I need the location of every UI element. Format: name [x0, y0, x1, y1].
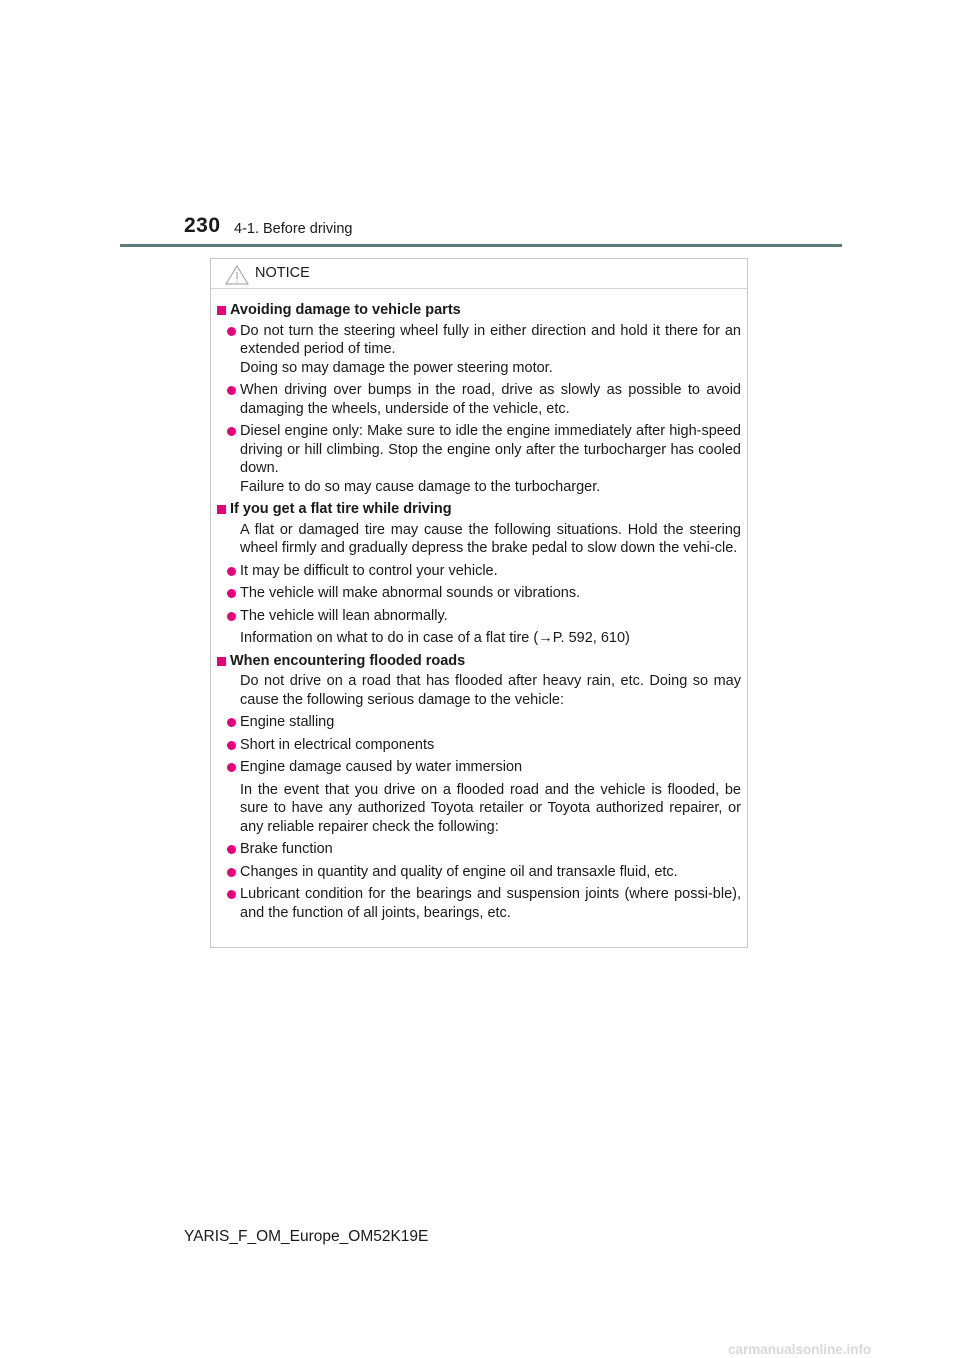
- heading-text: Avoiding damage to vehicle parts: [230, 302, 461, 318]
- circle-bullet-icon: [227, 327, 236, 336]
- bullet-item: [217, 885, 741, 922]
- circle-bullet-icon: [227, 890, 236, 899]
- section-title: 4-1. Before driving: [234, 221, 353, 237]
- bullet-text: Short in electrical components: [240, 736, 435, 753]
- square-bullet-icon: [217, 657, 226, 666]
- bullet-item: [217, 381, 741, 418]
- circle-bullet-icon: [227, 567, 236, 576]
- bullet-item: [217, 422, 741, 496]
- circle-bullet-icon: [227, 427, 236, 436]
- bullet-item: [217, 584, 741, 603]
- heading-text: When encountering flooded roads: [230, 652, 466, 669]
- bullet-item: [217, 758, 741, 777]
- paragraph: In the event that you drive on a flooded road and the vehicle is flooded, be sure to have any authorized Toyota retailer or Toyota authorized repairer, or any reliable repairer check the following:: [240, 781, 741, 835]
- bullet-item: [217, 863, 741, 882]
- circle-bullet-icon: [227, 718, 236, 727]
- notice-title: NOTICE: [255, 265, 310, 281]
- bullet-text: The vehicle will lean abnormally.: [240, 607, 448, 624]
- header-rule: [120, 244, 842, 247]
- paragraph: Information on what to do in case of a flat tire (→P. 592, 610): [240, 630, 630, 646]
- circle-bullet-icon: [227, 741, 236, 750]
- footer-doc-code: YARIS_F_OM_Europe_OM52K19E: [184, 1228, 429, 1245]
- circle-bullet-icon: [227, 589, 236, 598]
- circle-bullet-icon: [227, 868, 236, 877]
- bullet-text: Brake function: [240, 841, 333, 857]
- bullet-item: [217, 736, 741, 755]
- square-bullet-icon: [217, 306, 226, 315]
- notice-content: [211, 289, 747, 922]
- notice-heading: [217, 652, 741, 671]
- bullet-text: Changes in quantity and quality of engine oil and transaxle fluid, etc.: [240, 863, 678, 880]
- circle-bullet-icon: [227, 763, 236, 772]
- paragraph: A flat or damaged tire may cause the following situations. Hold the steering wheel firmly and gradually depress the brake pedal to slow down the vehi-cle.: [240, 521, 741, 556]
- bullet-text: Diesel engine only: Make sure to idle the engine immediately after high-speed driving or hill climbing. Stop the engine only after the turbocharger has cooled down. Failure to do so may cause damage to the turbocharger.: [240, 423, 741, 495]
- bullet-item: [217, 322, 741, 378]
- watermark: carmanualsonline.info: [728, 1342, 872, 1357]
- bullet-text: It may be difficult to control your vehicle.: [240, 562, 498, 579]
- square-bullet-icon: [217, 505, 226, 514]
- page-number: 230: [184, 214, 221, 237]
- notice-heading: [217, 500, 741, 519]
- circle-bullet-icon: [227, 612, 236, 621]
- bullet-item: [217, 840, 741, 859]
- notice-header: [211, 259, 747, 289]
- notice-box: [210, 258, 748, 948]
- bullet-text: The vehicle will make abnormal sounds or vibrations.: [240, 585, 581, 601]
- bullet-text: Engine damage caused by water immersion: [240, 759, 523, 775]
- notice-heading: [217, 301, 741, 320]
- paragraph: Do not drive on a road that has flooded after heavy rain, etc. Doing so may cause the following serious damage to the vehicle:: [240, 673, 741, 708]
- heading-text: If you get a flat tire while driving: [230, 501, 452, 517]
- bullet-text: When driving over bumps in the road, drive as slowly as possible to avoid damaging the wheels, underside of the vehicle, etc.: [240, 382, 741, 417]
- bullet-text: Do not turn the steering wheel fully in either direction and hold it there for an extended period of time. Doing so may damage the power steering motor.: [240, 322, 741, 376]
- bullet-text: Lubricant condition for the bearings and suspension joints (where possi-ble), and the function of all joints, bearings, etc.: [240, 886, 741, 921]
- circle-bullet-icon: [227, 845, 236, 854]
- bullet-item: [217, 607, 741, 626]
- bullet-item: [217, 562, 741, 581]
- warning-icon: [225, 265, 249, 285]
- bullet-item: [217, 713, 741, 732]
- circle-bullet-icon: [227, 386, 236, 395]
- bullet-text: Engine stalling: [240, 714, 335, 730]
